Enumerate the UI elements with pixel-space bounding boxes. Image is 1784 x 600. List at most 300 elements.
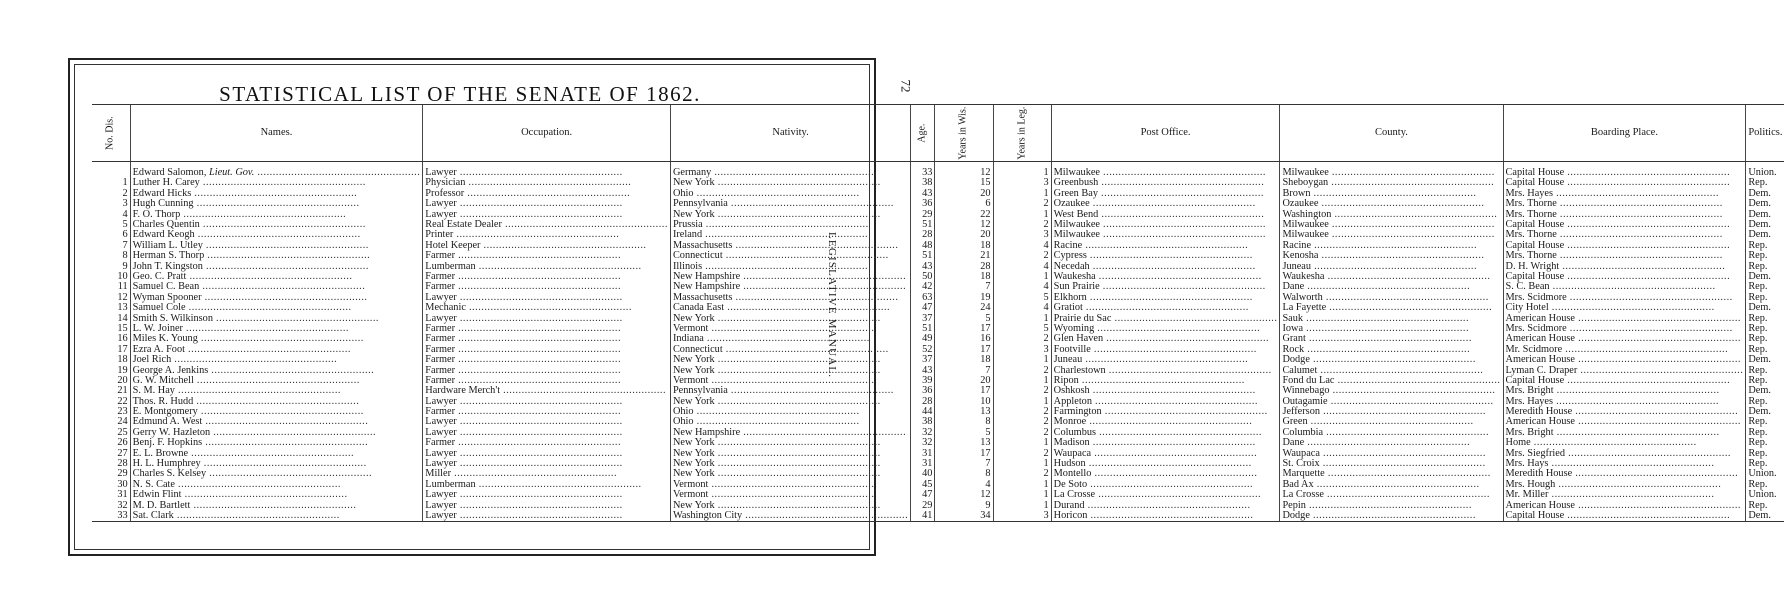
cell-years-wis: 7	[935, 365, 993, 375]
cell-nativity: Ohio .....	[670, 407, 910, 417]
senate-table	[92, 104, 1784, 522]
cell-county: Bad Ax .....	[1280, 480, 1503, 490]
cell-years-wis: 18	[935, 272, 993, 282]
cell-age: 43	[911, 262, 935, 272]
cell-name: Thos. R. Hudd .....	[130, 397, 423, 407]
cell-years-wis: 18	[935, 355, 993, 365]
cell-age: 43	[911, 365, 935, 375]
cell-age: 40	[911, 469, 935, 479]
cell-years-wis: 5	[935, 313, 993, 323]
cell-county: Milwaukee .....	[1280, 230, 1503, 240]
cell-nativity: Pennsylvania .....	[670, 386, 910, 396]
cell-post-office: Montello .....	[1051, 469, 1280, 479]
cell-occupation: Farmer .....	[423, 355, 671, 365]
cell-district: 12	[117, 291, 128, 303]
cell-county: Dane .....	[1280, 438, 1503, 448]
cell-county: Ozaukee .....	[1280, 199, 1503, 209]
cell-age: 31	[911, 449, 935, 459]
cell-post-office: Ozaukee .....	[1051, 199, 1280, 209]
cell-name: N. S. Cate .....	[130, 480, 423, 490]
cell-years-wis: 12	[935, 220, 993, 230]
cell-occupation: Farmer .....	[423, 438, 671, 448]
cell-name: Edward Keogh .....	[130, 230, 423, 240]
cell-politics: Rep.	[1746, 459, 1784, 469]
cell-politics: Rep.	[1746, 397, 1784, 407]
cell-district: 23	[117, 406, 128, 418]
cell-post-office: Sun Prairie .....	[1051, 282, 1280, 292]
cell-boarding: Capital House .....	[1503, 241, 1746, 251]
cell-name: Samuel Cole .....	[130, 303, 423, 313]
cell-post-office: Columbus .....	[1051, 428, 1280, 438]
cell-district: 19	[117, 364, 128, 376]
cell-name: Miles K. Young .....	[130, 334, 423, 344]
cell-district: 8	[122, 250, 128, 262]
cell-boarding: American House .....	[1503, 334, 1746, 344]
cell-years-wis: 17	[935, 449, 993, 459]
cell-district: 25	[117, 426, 128, 438]
cell-occupation: Real Estate Dealer .....	[423, 220, 671, 230]
cell-name: Samuel C. Bean .....	[130, 282, 423, 292]
cell-county: Dodge .....	[1280, 355, 1503, 365]
cell-county: Brown .....	[1280, 189, 1503, 199]
cell-years-leg: 1	[993, 480, 1051, 490]
cell-post-office: Monroe .....	[1051, 417, 1280, 427]
cell-politics: Rep.	[1746, 324, 1784, 334]
cell-name: H. L. Humphrey .....	[130, 459, 423, 469]
cell-district: 32	[117, 499, 128, 511]
cell-post-office: Milwaukee .....	[1051, 220, 1280, 230]
cell-age: 47	[911, 490, 935, 500]
cell-district: 20	[117, 374, 128, 386]
cell-county: Marquette .....	[1280, 469, 1503, 479]
cell-years-leg: 1	[993, 189, 1051, 199]
header-age: Age.	[911, 105, 935, 162]
cell-nativity: New York .....	[670, 438, 910, 448]
cell-politics: Rep.	[1746, 334, 1784, 344]
cell-county: Juneau .....	[1280, 262, 1503, 272]
cell-district: 13	[117, 302, 128, 314]
cell-nativity: Ireland .....	[670, 230, 910, 240]
cell-years-leg: 3	[993, 511, 1051, 522]
cell-name: S. M. Hay .....	[130, 386, 423, 396]
cell-district: 33	[92, 511, 130, 522]
cell-name: M. D. Bartlett .....	[130, 501, 423, 511]
cell-years-wis: 9	[935, 501, 993, 511]
cell-boarding: Capital House .....	[1503, 220, 1746, 230]
page-number: 72	[898, 79, 914, 93]
cell-occupation: Farmer .....	[423, 251, 671, 261]
cell-occupation: Lawyer .....	[423, 490, 671, 500]
cell-years-leg: 1	[993, 210, 1051, 220]
cell-years-wis: 17	[935, 386, 993, 396]
cell-nativity: Pennsylvania .....	[670, 199, 910, 209]
cell-years-leg: 2	[993, 428, 1051, 438]
cell-age: 29	[911, 210, 935, 220]
cell-years-leg: 4	[993, 303, 1051, 313]
cell-politics: Dem.	[1746, 230, 1784, 240]
cell-occupation: Professor .....	[423, 189, 671, 199]
cell-county: Washington .....	[1280, 210, 1503, 220]
cell-name: Wyman Spooner .....	[130, 293, 423, 303]
cell-post-office: Charlestown .....	[1051, 365, 1280, 375]
cell-years-leg: 5	[993, 324, 1051, 334]
cell-occupation: Hardware Merch't .....	[423, 386, 671, 396]
cell-boarding: Capital House .....	[1503, 511, 1746, 522]
header-names: Names.	[130, 105, 423, 162]
cell-occupation: Farmer .....	[423, 407, 671, 417]
cell-age: 51	[911, 251, 935, 261]
cell-post-office: Gratiot .....	[1051, 303, 1280, 313]
cell-years-leg: 2	[993, 220, 1051, 230]
cell-district: 5	[122, 219, 128, 231]
cell-post-office: Waukesha .....	[1051, 272, 1280, 282]
cell-district: 2	[122, 187, 128, 199]
cell-years-leg: 2	[993, 417, 1051, 427]
cell-boarding: Mrs. Thorne .....	[1503, 230, 1746, 240]
cell-nativity: New York .....	[670, 397, 910, 407]
cell-occupation: Hotel Keeper .....	[423, 241, 671, 251]
cell-age: 31	[911, 459, 935, 469]
cell-name: Sat. Clark .....	[130, 511, 423, 522]
cell-politics: Rep.	[1746, 428, 1784, 438]
cell-district: 26	[117, 437, 128, 449]
cell-county: Pepin .....	[1280, 501, 1503, 511]
cell-name: E. Montgomery .....	[130, 407, 423, 417]
cell-county: Winnebago .....	[1280, 386, 1503, 396]
cell-post-office: Wyoming .....	[1051, 324, 1280, 334]
cell-years-wis: 13	[935, 407, 993, 417]
cell-politics: Union.	[1746, 162, 1784, 179]
header-nativity: Nativity.	[670, 105, 910, 162]
cell-district: 16	[117, 333, 128, 345]
cell-boarding: Meredith House .....	[1503, 469, 1746, 479]
cell-post-office: La Crosse .....	[1051, 490, 1280, 500]
cell-years-leg: 1	[993, 355, 1051, 365]
cell-name: Benj. F. Hopkins .....	[130, 438, 423, 448]
cell-years-wis: 8	[935, 469, 993, 479]
cell-age: 51	[911, 220, 935, 230]
cell-politics: Dem.	[1746, 189, 1784, 199]
cell-nativity: Massachusetts .....	[670, 241, 910, 251]
cell-years-wis: 20	[935, 376, 993, 386]
cell-nativity: New York .....	[670, 355, 910, 365]
cell-politics: Rep.	[1746, 293, 1784, 303]
cell-nativity: New York .....	[670, 469, 910, 479]
cell-years-leg: 5	[993, 293, 1051, 303]
cell-politics: Dem.	[1746, 220, 1784, 230]
cell-boarding: Mrs. Bright .....	[1503, 428, 1746, 438]
cell-post-office: Oshkosh .....	[1051, 386, 1280, 396]
cell-politics: Rep.	[1746, 501, 1784, 511]
cell-boarding: American House .....	[1503, 501, 1746, 511]
cell-age: 38	[911, 417, 935, 427]
cell-post-office: Ripon .....	[1051, 376, 1280, 386]
cell-occupation: Physician .....	[423, 178, 671, 188]
cell-district	[92, 162, 130, 179]
cell-occupation: Farmer .....	[423, 334, 671, 344]
cell-county: Dodge .....	[1280, 511, 1503, 522]
cell-name: Ezra A. Foot .....	[130, 345, 423, 355]
cell-age: 29	[911, 501, 935, 511]
cell-years-leg: 4	[993, 262, 1051, 272]
cell-nativity: Vermont .....	[670, 376, 910, 386]
cell-post-office: Prairie du Sac .....	[1051, 313, 1280, 323]
cell-boarding: Home .....	[1503, 438, 1746, 448]
cell-years-leg: 2	[993, 199, 1051, 209]
cell-boarding: Mrs. Hayes .....	[1503, 189, 1746, 199]
header-county: County.	[1280, 105, 1503, 162]
cell-occupation: Lawyer .....	[423, 459, 671, 469]
cell-occupation: Farmer .....	[423, 365, 671, 375]
cell-post-office: Footville .....	[1051, 345, 1280, 355]
cell-boarding: Mrs. Scidmore .....	[1503, 293, 1746, 303]
cell-nativity: Illinois .....	[670, 262, 910, 272]
cell-nativity: Vermont .....	[670, 490, 910, 500]
cell-years-leg: 4	[993, 282, 1051, 292]
cell-politics: Rep.	[1746, 376, 1784, 386]
cell-post-office: Milwaukee .....	[1051, 162, 1280, 179]
cell-boarding: Mrs. Thorne .....	[1503, 210, 1746, 220]
cell-post-office: Farmington .....	[1051, 407, 1280, 417]
cell-boarding: American House .....	[1503, 313, 1746, 323]
cell-years-leg: 1	[993, 459, 1051, 469]
cell-occupation: Lumberman .....	[423, 480, 671, 490]
cell-boarding: Mrs. Hays .....	[1503, 459, 1746, 469]
cell-post-office: West Bend .....	[1051, 210, 1280, 220]
cell-post-office: De Soto .....	[1051, 480, 1280, 490]
cell-boarding: Mrs. Bright .....	[1503, 386, 1746, 396]
cell-county: Green .....	[1280, 417, 1503, 427]
cell-years-wis: 24	[935, 303, 993, 313]
cell-years-leg: 1	[993, 501, 1051, 511]
cell-age: 37	[911, 313, 935, 323]
cell-age: 51	[911, 324, 935, 334]
cell-nativity: New Hampshire .....	[670, 428, 910, 438]
cell-post-office: Durand .....	[1051, 501, 1280, 511]
cell-politics: Rep.	[1746, 282, 1784, 292]
cell-district: 18	[117, 354, 128, 366]
cell-boarding: D. H. Wright .....	[1503, 262, 1746, 272]
cell-age: 47	[911, 303, 935, 313]
cell-years-leg: 1	[993, 376, 1051, 386]
cell-name: Smith S. Wilkinson .....	[130, 313, 423, 323]
cell-age: 43	[911, 189, 935, 199]
cell-nativity: New York .....	[670, 210, 910, 220]
cell-boarding: American House .....	[1503, 417, 1746, 427]
cell-nativity: New York .....	[670, 313, 910, 323]
cell-occupation: Farmer .....	[423, 324, 671, 334]
cell-years-leg: 2	[993, 407, 1051, 417]
cell-years-wis: 16	[935, 334, 993, 344]
cell-name: Edwin Flint .....	[130, 490, 423, 500]
cell-years-leg: 2	[993, 449, 1051, 459]
cell-district: 28	[117, 458, 128, 470]
cell-years-leg: 2	[993, 386, 1051, 396]
cell-politics: Dem.	[1746, 355, 1784, 365]
cell-age: 37	[911, 355, 935, 365]
cell-nativity: New York .....	[670, 501, 910, 511]
cell-politics: Rep.	[1746, 365, 1784, 375]
cell-boarding: S. C. Bean .....	[1503, 282, 1746, 292]
cell-name: G. W. Mitchell .....	[130, 376, 423, 386]
cell-name: Joel Rich .....	[130, 355, 423, 365]
cell-county: Waukesha .....	[1280, 272, 1503, 282]
cell-name: L. W. Joiner .....	[130, 324, 423, 334]
cell-age: 33	[911, 162, 935, 179]
header-politics: Politics.	[1746, 105, 1784, 162]
cell-post-office: Appleton .....	[1051, 397, 1280, 407]
cell-occupation: Printer .....	[423, 230, 671, 240]
cell-occupation: Mechanic .....	[423, 303, 671, 313]
cell-post-office: Necedah .....	[1051, 262, 1280, 272]
cell-occupation: Lawyer .....	[423, 199, 671, 209]
cell-age: 38	[911, 178, 935, 188]
cell-district: 6	[122, 229, 128, 241]
side-running-title: LEGISLATIVE MANUAL.	[826, 232, 838, 379]
cell-years-wis: 6	[935, 199, 993, 209]
cell-name: John T. Kingston .....	[130, 262, 423, 272]
cell-occupation: Lawyer .....	[423, 397, 671, 407]
cell-occupation: Lawyer .....	[423, 449, 671, 459]
page-frame	[68, 58, 1783, 556]
cell-nativity: Connecticut .....	[670, 251, 910, 261]
cell-years-leg: 3	[993, 230, 1051, 240]
cell-name: Luther H. Carey .....	[130, 178, 423, 188]
cell-years-wis: 20	[935, 230, 993, 240]
cell-boarding: Lyman C. Draper .....	[1503, 365, 1746, 375]
cell-post-office: Juneau .....	[1051, 355, 1280, 365]
cell-district: 17	[117, 343, 128, 355]
cell-politics: Rep.	[1746, 480, 1784, 490]
cell-politics: Rep.	[1746, 417, 1784, 427]
cell-district: 9	[122, 260, 128, 272]
cell-post-office: Glen Haven .....	[1051, 334, 1280, 344]
cell-name-title: Lieut. Gov.	[209, 167, 255, 179]
cell-age: 41	[911, 511, 935, 522]
cell-boarding: Mrs. Hayes .....	[1503, 397, 1746, 407]
cell-age: 39	[911, 376, 935, 386]
cell-district: 24	[117, 416, 128, 428]
cell-nativity: New York .....	[670, 449, 910, 459]
cell-name: Edward Salomon, Lieut. Gov. .....	[130, 162, 423, 179]
cell-occupation: Lawyer .....	[423, 511, 671, 522]
cell-occupation: Lawyer .....	[423, 428, 671, 438]
cell-district: 1	[122, 177, 128, 189]
cell-age: 45	[911, 480, 935, 490]
cell-post-office: Hudson .....	[1051, 459, 1280, 469]
cell-nativity: Connecticut .....	[670, 345, 910, 355]
cell-years-wis: 8	[935, 417, 993, 427]
cell-post-office: Green Bay .....	[1051, 189, 1280, 199]
cell-occupation: Farmer .....	[423, 345, 671, 355]
cell-politics: Union.	[1746, 469, 1784, 479]
cell-name: Edmund A. West .....	[130, 417, 423, 427]
cell-boarding: Capital House .....	[1503, 376, 1746, 386]
cell-boarding: Capital House .....	[1503, 162, 1746, 179]
cell-age: 32	[911, 438, 935, 448]
cell-county: Milwaukee .....	[1280, 162, 1503, 179]
header-post-office: Post Office.	[1051, 105, 1280, 162]
cell-post-office: Cypress .....	[1051, 251, 1280, 261]
cell-county: Sauk .....	[1280, 313, 1503, 323]
cell-district: 10	[117, 271, 128, 282]
cell-years-leg: 2	[993, 469, 1051, 479]
cell-boarding: Capital House .....	[1503, 178, 1746, 188]
cell-years-leg: 1	[993, 162, 1051, 179]
cell-politics: Rep.	[1746, 262, 1784, 272]
cell-county: Rock .....	[1280, 345, 1503, 355]
cell-age: 44	[911, 407, 935, 417]
cell-district: 15	[117, 322, 128, 334]
cell-occupation: Lawyer .....	[423, 313, 671, 323]
cell-name: Charles S. Kelsey .....	[130, 469, 423, 479]
cell-county: Iowa .....	[1280, 324, 1503, 334]
cell-years-wis: 12	[935, 490, 993, 500]
cell-name: Charles Quentin .....	[130, 220, 423, 230]
cell-boarding: Mrs. Thorne .....	[1503, 251, 1746, 261]
cell-nativity: New Hampshire .....	[670, 272, 910, 282]
cell-politics: Rep.	[1746, 241, 1784, 251]
cell-years-wis: 21	[935, 251, 993, 261]
cell-politics: Rep.	[1746, 178, 1784, 188]
cell-age: 32	[911, 428, 935, 438]
cell-boarding: Mrs. Thorne .....	[1503, 199, 1746, 209]
cell-politics: Dem.	[1746, 210, 1784, 220]
cell-district: 3	[122, 198, 128, 210]
cell-boarding: Mrs. Siegfried .....	[1503, 449, 1746, 459]
cell-name: Edward Hicks .....	[130, 189, 423, 199]
cell-politics: Rep.	[1746, 438, 1784, 448]
cell-county: La Fayette .....	[1280, 303, 1503, 313]
cell-years-leg: 1	[993, 490, 1051, 500]
cell-name: F. O. Thorp .....	[130, 210, 423, 220]
cell-county: St. Croix .....	[1280, 459, 1503, 469]
cell-boarding: Capital House .....	[1503, 272, 1746, 282]
table-header-row	[92, 105, 1784, 162]
cell-district: 4	[122, 208, 128, 220]
cell-name: Hugh Cunning .....	[130, 199, 423, 209]
header-dist: No. Dis.	[92, 105, 130, 162]
cell-nativity: Indiana .....	[670, 334, 910, 344]
cell-years-wis: 22	[935, 210, 993, 220]
cell-boarding: American House .....	[1503, 355, 1746, 365]
cell-politics: Union.	[1746, 490, 1784, 500]
cell-occupation: Farmer .....	[423, 282, 671, 292]
cell-years-wis: 12	[935, 162, 993, 179]
cell-nativity: Canada East .....	[670, 303, 910, 313]
cell-post-office: Elkhorn .....	[1051, 293, 1280, 303]
cell-district: 29	[117, 468, 128, 480]
cell-politics: Dem.	[1746, 199, 1784, 209]
cell-occupation: Lawyer .....	[423, 501, 671, 511]
cell-years-wis: 5	[935, 428, 993, 438]
cell-post-office: Racine .....	[1051, 241, 1280, 251]
cell-county: Milwaukee .....	[1280, 220, 1503, 230]
cell-county: Waupaca .....	[1280, 449, 1503, 459]
cell-district: 11	[117, 281, 128, 293]
cell-age: 28	[911, 397, 935, 407]
cell-name: Herman S. Thorp .....	[130, 251, 423, 261]
header-occupation: Occupation.	[423, 105, 671, 162]
cell-name: Gerry W. Hazleton .....	[130, 428, 423, 438]
cell-post-office: Madison .....	[1051, 438, 1280, 448]
cell-county: Dane .....	[1280, 282, 1503, 292]
cell-years-wis: 7	[935, 282, 993, 292]
cell-boarding: Mrs. Scidmore .....	[1503, 324, 1746, 334]
table-row	[92, 511, 1784, 522]
cell-district: 21	[117, 385, 128, 397]
cell-nativity: Massachusetts .....	[670, 293, 910, 303]
